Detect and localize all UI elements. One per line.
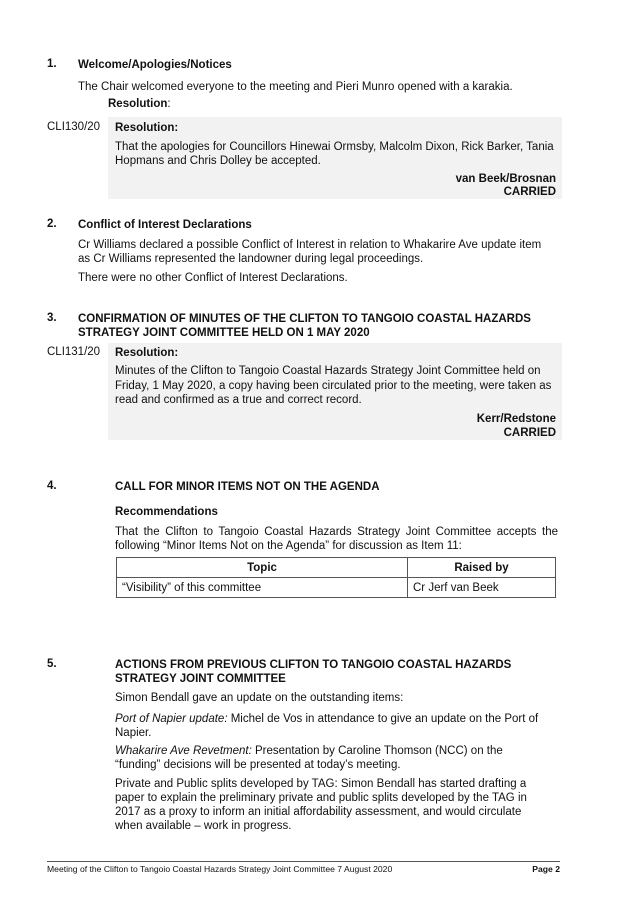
revetment-label: Whakarire Ave Revetment: bbox=[115, 745, 252, 757]
section-2-number: 2. bbox=[47, 218, 57, 230]
table-row bbox=[117, 578, 556, 598]
section-4-heading: CALL FOR MINOR ITEMS NOT ON THE AGENDA bbox=[115, 481, 380, 493]
revetment-text: Presentation by Caroline Thomson (NCC) on the “funding” decisions will be presented at today’s meeting. bbox=[115, 745, 503, 771]
table-cell-raised-by: Cr Jerf van Beek bbox=[408, 578, 556, 598]
section-1-heading: Welcome/Apologies/Notices bbox=[78, 59, 232, 71]
section-5-port-paragraph bbox=[115, 712, 565, 740]
table-cell-topic: “Visibility” of this committee bbox=[117, 578, 408, 598]
section-2-text-2: There were no other Conflict of Interest Declarations. bbox=[78, 272, 348, 284]
section-5-heading: ACTIONS FROM PREVIOUS CLIFTON TO TANGOIO COASTAL HAZARDS STRATEGY JOINT COMMITTEE bbox=[115, 659, 512, 685]
section-5-text-1: Simon Bendall gave an update on the outstanding items: bbox=[115, 692, 404, 704]
page-number: Page 2 bbox=[532, 864, 560, 874]
table-header-raised-by: Raised by bbox=[408, 558, 556, 578]
section-2-text-1: Cr Williams declared a possible Conflict of Interest in relation to Whakarire Ave update item as Cr Williams represented the landowner during legal proceedings. bbox=[78, 239, 542, 265]
section-1-text: The Chair welcomed everyone to the meeting and Pieri Munro opened with a karakia. bbox=[78, 81, 513, 93]
port-label: Port of Napier update: bbox=[115, 713, 228, 725]
resolution-heading-2: Resolution: bbox=[115, 347, 179, 359]
status-1: CARRIED bbox=[503, 186, 556, 198]
table-header-row bbox=[117, 558, 556, 578]
page-footer bbox=[47, 861, 560, 874]
section-5-splits-paragraph: Private and Public splits developed by TAG: Simon Bendall has started drafting a paper to explain the preliminary private and public splits developed by the TAG in 2017 as a proxy to inform an initial affordability assessment, and would circulate when available – work in progress. bbox=[115, 778, 527, 832]
table-header-topic: Topic bbox=[117, 558, 408, 578]
resolution-text-2: Minutes of the Clifton to Tangoio Coastal Hazards Strategy Joint Committee held on Friday, 1 May 2020, a copy having been circulated prior to the meeting, were taken as read and confirmed as a true and correct record. bbox=[115, 365, 552, 406]
footer-text: Meeting of the Clifton to Tangoio Coastal Hazards Strategy Joint Committee 7 August 2020 bbox=[47, 864, 393, 874]
section-4-number: 4. bbox=[47, 480, 57, 492]
resolution-code-2: CLI131/20 bbox=[47, 346, 101, 358]
section-2-heading: Conflict of Interest Declarations bbox=[78, 219, 252, 231]
recommendations-heading: Recommendations bbox=[115, 506, 218, 518]
resolution-heading-1: Resolution: bbox=[115, 122, 179, 134]
resolution-code-1: CLI130/20 bbox=[47, 121, 101, 133]
section-3-heading: CONFIRMATION OF MINUTES OF THE CLIFTON TO TANGOIO COASTAL HAZARDS STRATEGY JOINT COMMITTEE HELD ON 1 MAY 2020 bbox=[78, 313, 531, 339]
resolution-label: Resolution bbox=[108, 98, 168, 110]
section-1-resolution-line bbox=[108, 98, 171, 110]
section-5-number: 5. bbox=[47, 658, 57, 670]
section-3-number: 3. bbox=[47, 312, 57, 324]
movers-1: van Beek/Brosnan bbox=[455, 173, 556, 185]
port-text: Michel de Vos in attendance to give an update on the Port of Napier. bbox=[115, 713, 539, 739]
section-5-revetment-paragraph bbox=[115, 744, 520, 772]
status-2: CARRIED bbox=[503, 427, 556, 439]
resolution-text-1: That the apologies for Councillors Hinewai Ormsby, Malcolm Dixon, Rick Barker, Tania Hopmans and Chris Dolley be accepted. bbox=[115, 141, 554, 167]
minor-items-table bbox=[116, 557, 556, 598]
section-1-number: 1. bbox=[47, 58, 57, 70]
resolution-colon: : bbox=[167, 98, 171, 110]
movers-2: Kerr/Redstone bbox=[476, 413, 556, 425]
section-4-text: That the Clifton to Tangoio Coastal Hazards Strategy Joint Committee accepts the following “Minor Items Not on the Agenda” for discussion as Item 11: bbox=[115, 526, 558, 552]
